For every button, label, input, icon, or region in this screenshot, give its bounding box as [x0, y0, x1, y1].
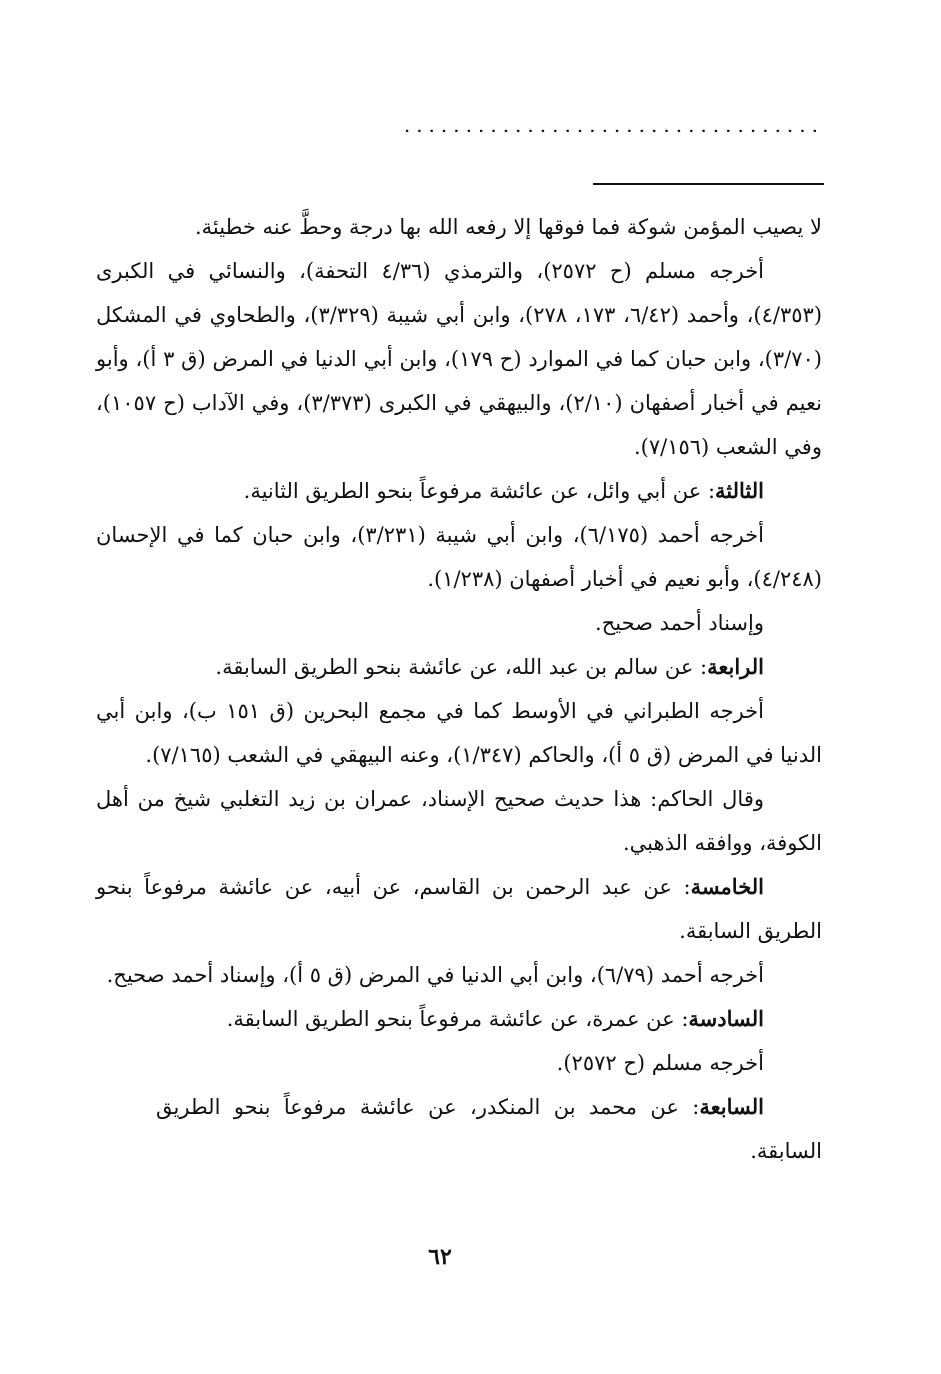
paragraph-takhrij-sixth: أخرجه مسلم (ح ٢٥٧٢). [556, 1051, 764, 1075]
paragraph-takhrij-second: أخرجه مسلم (ح ٢٥٧٢)، والترمذي (٤/٣٦ التحفة)، والنسائي في الكبرى (٤/٣٥٣)، وأحمد (٦/٤٢، ١٧٣، ٢٧٨)، وابن أبي شيبة (٣/٣٢٩)، والطحاوي في المشكل (٣/٧٠)، وابن حبان كما في الموارد (ح ١٧٩)، وابن أبي الدنيا في المرض (ق ٣ أ)، وأبو نعيم في أخبار أصفهان (٢/١٠)، والبيهقي في الكبرى (٣/٣٧٣)، وفي الآداب (ح ١٠٥٧)، وفي الشعب (٧/١٥٦). [96, 259, 823, 459]
route-label-sixth: السادسة [688, 1006, 764, 1031]
page-text-body [96, 205, 822, 1173]
paragraph-seventh-route [156, 1085, 822, 1173]
route-text-sixth: : عن عمرة، عن عائشة مرفوعاً بنحو الطريق السابقة. [226, 1007, 689, 1031]
paragraph-takhrij-third: أخرجه أحمد (٦/١٧٥)، وابن أبي شيبة (٣/٢٣١)، وابن حبان كما في الإحسان (٤/٢٤٨)، وأبو نعيم في أخبار أصفهان (١/٢٣٨). [96, 523, 822, 591]
paragraph-third-route [96, 469, 822, 513]
paragraph-isnad-ahmad: وإسناد أحمد صحيح. [595, 611, 764, 635]
paragraph-fourth-route [96, 645, 822, 689]
paragraph-fifth-route [96, 865, 822, 953]
footnote-rule [593, 183, 824, 185]
paragraph-sixth-route [156, 997, 822, 1041]
paragraph-takhrij-fourth: أخرجه الطبراني في الأوسط كما في مجمع البحرين (ق ١٥١ ب)، وابن أبي الدنيا في المرض (ق ٥ أ)، والحاكم (١/٣٤٧)، وعنه البيهقي في الشعب (٧/١٦٥). [96, 699, 822, 767]
route-label-seventh: السابعة [699, 1094, 764, 1119]
route-text-seventh: : عن محمد بن المنكدر، عن عائشة مرفوعاً بنحو الطريق السابقة. [156, 1095, 822, 1163]
route-text-third: : عن أبي وائل، عن عائشة مرفوعاً بنحو الطريق الثانية. [243, 479, 716, 503]
route-text-fourth: : عن سالم بن عبد الله، عن عائشة بنحو الطريق السابقة. [215, 655, 708, 679]
paragraph-hadith-end: لا يصيب المؤمن شوكة فما فوقها إلا رفعه الله بها درجة وحطَّ عنه خطيئة. [195, 215, 822, 239]
paragraph-takhrij-fifth: أخرجه أحمد (٦/٧٩)، وابن أبي الدنيا في المرض (ق ٥ أ)، وإسناد أحمد صحيح. [106, 963, 764, 987]
top-dotted-separator: .................................. [403, 118, 824, 132]
route-label-third: الثالثة [715, 478, 764, 503]
paragraph-hakim-comment: وقال الحاكم: هذا حديث صحيح الإسناد، عمران بن زيد التغلبي شيخ من أهل الكوفة، ووافقه الذهبي. [96, 787, 822, 855]
route-label-fourth: الرابعة [707, 654, 764, 679]
route-text-fifth: : عن عبد الرحمن بن القاسم، عن أبيه، عن عائشة مرفوعاً بنحو الطريق السابقة. [96, 875, 822, 943]
page-number: ٦٢ [428, 1244, 452, 1270]
route-label-fifth: الخامسة [690, 874, 764, 899]
